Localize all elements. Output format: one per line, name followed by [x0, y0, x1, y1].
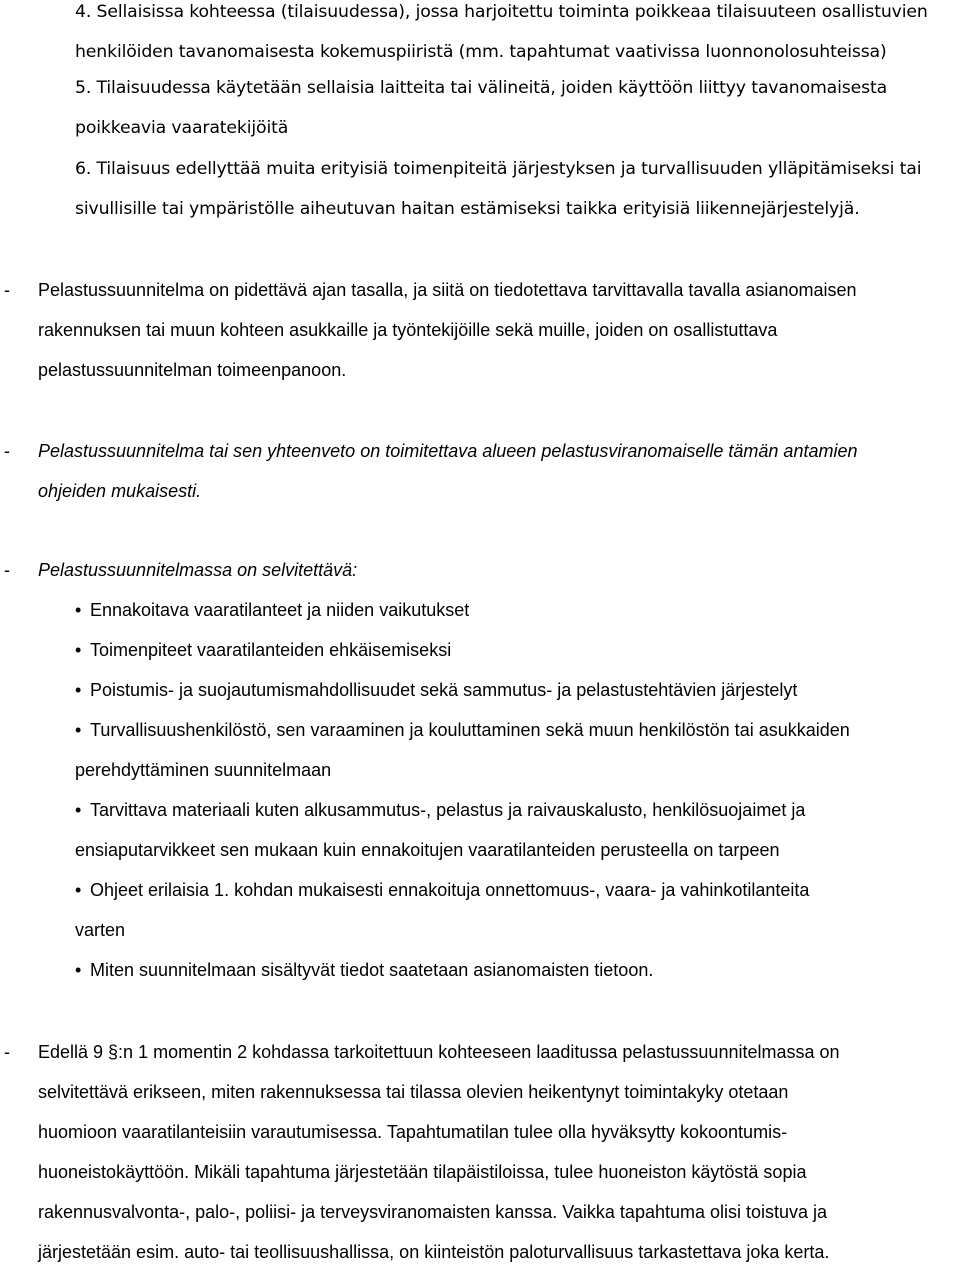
paragraph-plan-up-to-date	[4, 270, 956, 390]
bullet-marker: •	[75, 800, 82, 820]
text-line: rakennusvalvonta-, palo-, poliisi- ja terveysviranomaisten kanssa. Vaikka tapahtuma olisi toistuva ja	[38, 1202, 828, 1222]
list-item-text: Toimenpiteet vaaratilanteiden ehkäisemiseksi	[90, 640, 452, 660]
bullet-marker: •	[75, 680, 82, 700]
text-line: huoneistokäyttöön. Mikäli tapahtuma järjestetään tilapäistiloissa, tulee huoneiston käytöstä sopia	[38, 1162, 807, 1182]
list-item	[75, 670, 955, 710]
list-item	[75, 870, 955, 950]
numbered-item-6	[75, 149, 957, 229]
list-item-text: ensiaputarvikkeet sen mukaan kuin ennakoitujen vaaratilanteiden perusteella on tarpeen	[75, 840, 780, 860]
list-item-text: Ennakoitava vaaratilanteet ja niiden vaikutukset	[90, 600, 470, 620]
list-item-text: Tarvittava materiaali kuten alkusammutus-, pelastus ja raivauskalusto, henkilösuojaimet ja	[90, 800, 806, 820]
plan-contents-list	[75, 590, 955, 990]
bullet-marker: •	[75, 600, 82, 620]
dash-marker: -	[4, 441, 10, 461]
paragraph-section-9-requirements	[4, 1032, 956, 1272]
list-item-text: Miten suunnitelmaan sisältyvät tiedot saatetaan asianomaisten tietoon.	[90, 960, 654, 980]
list-item	[75, 590, 955, 630]
text-line: 4. Sellaisissa kohteessa (tilaisuudessa), jossa harjoitettu toiminta poikkeaa tilaisuuteen osallistuvien	[75, 2, 928, 22]
text-line: 5. Tilaisuudessa käytetään sellaisia laitteita tai välineitä, joiden käyttöön liittyy tavanomaisesta	[75, 78, 888, 98]
list-item	[75, 630, 955, 670]
dash-marker: -	[4, 1042, 10, 1062]
bullet-marker: •	[75, 880, 82, 900]
text-line: Pelastussuunnitelma on pidettävä ajan tasalla, ja siitä on tiedotettava tarvittavalla tavalla asianomaisen	[38, 280, 857, 300]
dash-marker: -	[4, 560, 10, 580]
text-line: järjestetään esim. auto- tai teollisuushallissa, on kiinteistön paloturvallisuus tarkastettava joka kerta.	[38, 1242, 830, 1262]
list-item	[75, 710, 955, 790]
text-line: pelastussuunnitelman toimeenpanoon.	[38, 360, 347, 380]
list-item	[75, 950, 955, 990]
list-item-text: Poistumis- ja suojautumismahdollisuudet sekä sammutus- ja pelastustehtävien järjestelyt	[90, 680, 798, 700]
numbered-item-4	[75, 0, 957, 72]
paragraph-plan-contents-heading	[4, 550, 956, 590]
numbered-item-5	[75, 68, 957, 148]
list-item-text: varten	[75, 920, 126, 940]
bullet-marker: •	[75, 720, 82, 740]
bullet-marker: •	[75, 960, 82, 980]
text-line: henkilöiden tavanomaisesta kokemuspiiristä (mm. tapahtumat vaativissa luonnonolosuhteissa)	[75, 42, 887, 62]
text-line: huomioon vaaratilanteisiin varautumisessa. Tapahtumatilan tulee olla hyväksytty kokoontumis-	[38, 1122, 788, 1142]
text-line: Pelastussuunnitelma tai sen yhteenveto on toimitettava alueen pelastusviranomaiselle tämän antamien	[38, 441, 858, 461]
paragraph-plan-submission	[4, 431, 956, 511]
text-line: Edellä 9 §:n 1 momentin 2 kohdassa tarkoitettuun kohteeseen laaditussa pelastussuunnitelmassa on	[38, 1042, 840, 1062]
text-line: ohjeiden mukaisesti.	[38, 481, 202, 501]
bullet-marker: •	[75, 640, 82, 660]
text-line: rakennuksen tai muun kohteen asukkaille ja työntekijöille sekä muille, joiden on osallistuttava	[38, 320, 778, 340]
list-item-text: Ohjeet erilaisia 1. kohdan mukaisesti ennakoituja onnettomuus-, vaara- ja vahinkotilanteita	[90, 880, 810, 900]
text-line: selvitettävä erikseen, miten rakennuksessa tai tilassa olevien heikentynyt toimintakyky otetaan	[38, 1082, 789, 1102]
dash-marker: -	[4, 280, 10, 300]
text-line: poikkeavia vaaratekijöitä	[75, 118, 289, 138]
list-item-text: perehdyttäminen suunnitelmaan	[75, 760, 332, 780]
text-line: sivullisille tai ympäristölle aiheutuvan haitan estämiseksi taikka erityisiä liikennejärjestelyjä.	[75, 199, 860, 219]
list-item	[75, 790, 955, 870]
list-item-text: Turvallisuushenkilöstö, sen varaaminen ja kouluttaminen sekä muun henkilöstön tai asukkaiden	[90, 720, 850, 740]
text-line: Pelastussuunnitelmassa on selvitettävä:	[38, 560, 358, 580]
text-line: 6. Tilaisuus edellyttää muita erityisiä toimenpiteitä järjestyksen ja turvallisuuden ylläpitämiseksi tai	[75, 159, 922, 179]
